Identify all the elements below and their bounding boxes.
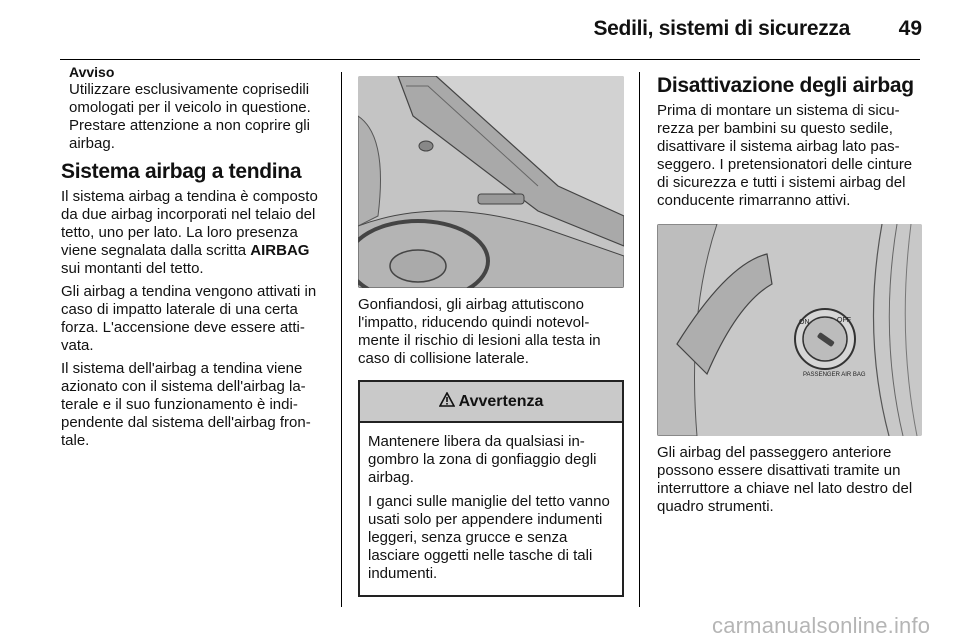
- warning-title: Avvertenza: [458, 392, 544, 410]
- column-3: [657, 64, 922, 521]
- header-title: Sedili, sistemi di sicurezza: [593, 17, 850, 40]
- notice-text: Utilizzare esclusivamente coprisedili omologati per il veicolo in questione. Prestare attenzione a non coprire gli airbag.: [69, 81, 311, 152]
- header-rule: [60, 59, 920, 60]
- column-divider-1: [341, 72, 342, 607]
- warning-header: [360, 382, 622, 423]
- notice-box: [61, 64, 329, 153]
- paragraph: Il sistema dell'airbag a tendina viene azionato con il sistema dell'airbag laterale e il suo funzionamento è indipendente dal sistema dell'airbag frontale.: [61, 360, 311, 449]
- warning-body: [360, 423, 622, 595]
- paragraph: Gli airbag a tendina vengono attivati in caso di impatto laterale di una certa forza. L'accensione deve essere attivata.: [61, 283, 317, 354]
- warning-triangle-icon: [439, 392, 455, 412]
- curtain-airbag-illustration: [358, 76, 624, 288]
- figure-caption: Gonfiandosi, gli airbag attutiscono l'impatto, riducendo quindi notevolmente il rischio di lesioni alla testa in caso di collisione laterale.: [358, 296, 601, 367]
- section-title-airbag-deactivation: Disattivazione degli airbag: [657, 74, 914, 97]
- notice-title: Avviso: [69, 64, 115, 80]
- paragraph-text: Il sistema airbag a tendina è composto da due airbag incorporati nel telaio del tetto, uno per lato. La loro presenza viene segnalata dalla scritta: [61, 188, 318, 259]
- paragraph: Gli airbag del passeggero anteriore possono essere disattivati tramite un interruttore a chiave nel lato destro del quadro strumenti.: [657, 444, 913, 515]
- section-title-curtain-airbag: Sistema airbag a tendina: [61, 160, 302, 183]
- warning-box: [358, 380, 624, 597]
- page-number: 49: [898, 17, 922, 40]
- airbag-key-switch-illustration: [657, 224, 922, 436]
- warning-paragraph: Mantenere libera da qualsiasi ingombro la zona di gonfiaggio degli airbag.: [368, 433, 597, 486]
- column-1: [61, 64, 329, 455]
- column-2: [358, 64, 624, 597]
- watermark: carmanualsonline.info: [712, 613, 931, 638]
- paragraph-text: sui montanti del tetto.: [61, 260, 204, 277]
- switch-off-label: OFF: [837, 317, 851, 324]
- switch-on-label: ON: [799, 319, 810, 326]
- paragraph: [61, 188, 329, 278]
- warning-paragraph: I ganci sulle maniglie del tetto vanno usati solo per appendere indumenti leggeri, senza grucce e senza lasciare oggetti nelle tasche di tali indumenti.: [368, 493, 610, 582]
- switch-caption-label: PASSENGER AIR BAG: [803, 372, 866, 378]
- column-divider-2: [639, 72, 640, 607]
- airbag-label: AIRBAG: [250, 242, 310, 259]
- paragraph: Prima di montare un sistema di sicurezza per bambini su questo sedile, disattivare il sistema airbag lato passeggero. I pretensionatori delle cinture di sicurezza e tutti i sistemi airbag del conducente rimarranno attivi.: [657, 102, 913, 209]
